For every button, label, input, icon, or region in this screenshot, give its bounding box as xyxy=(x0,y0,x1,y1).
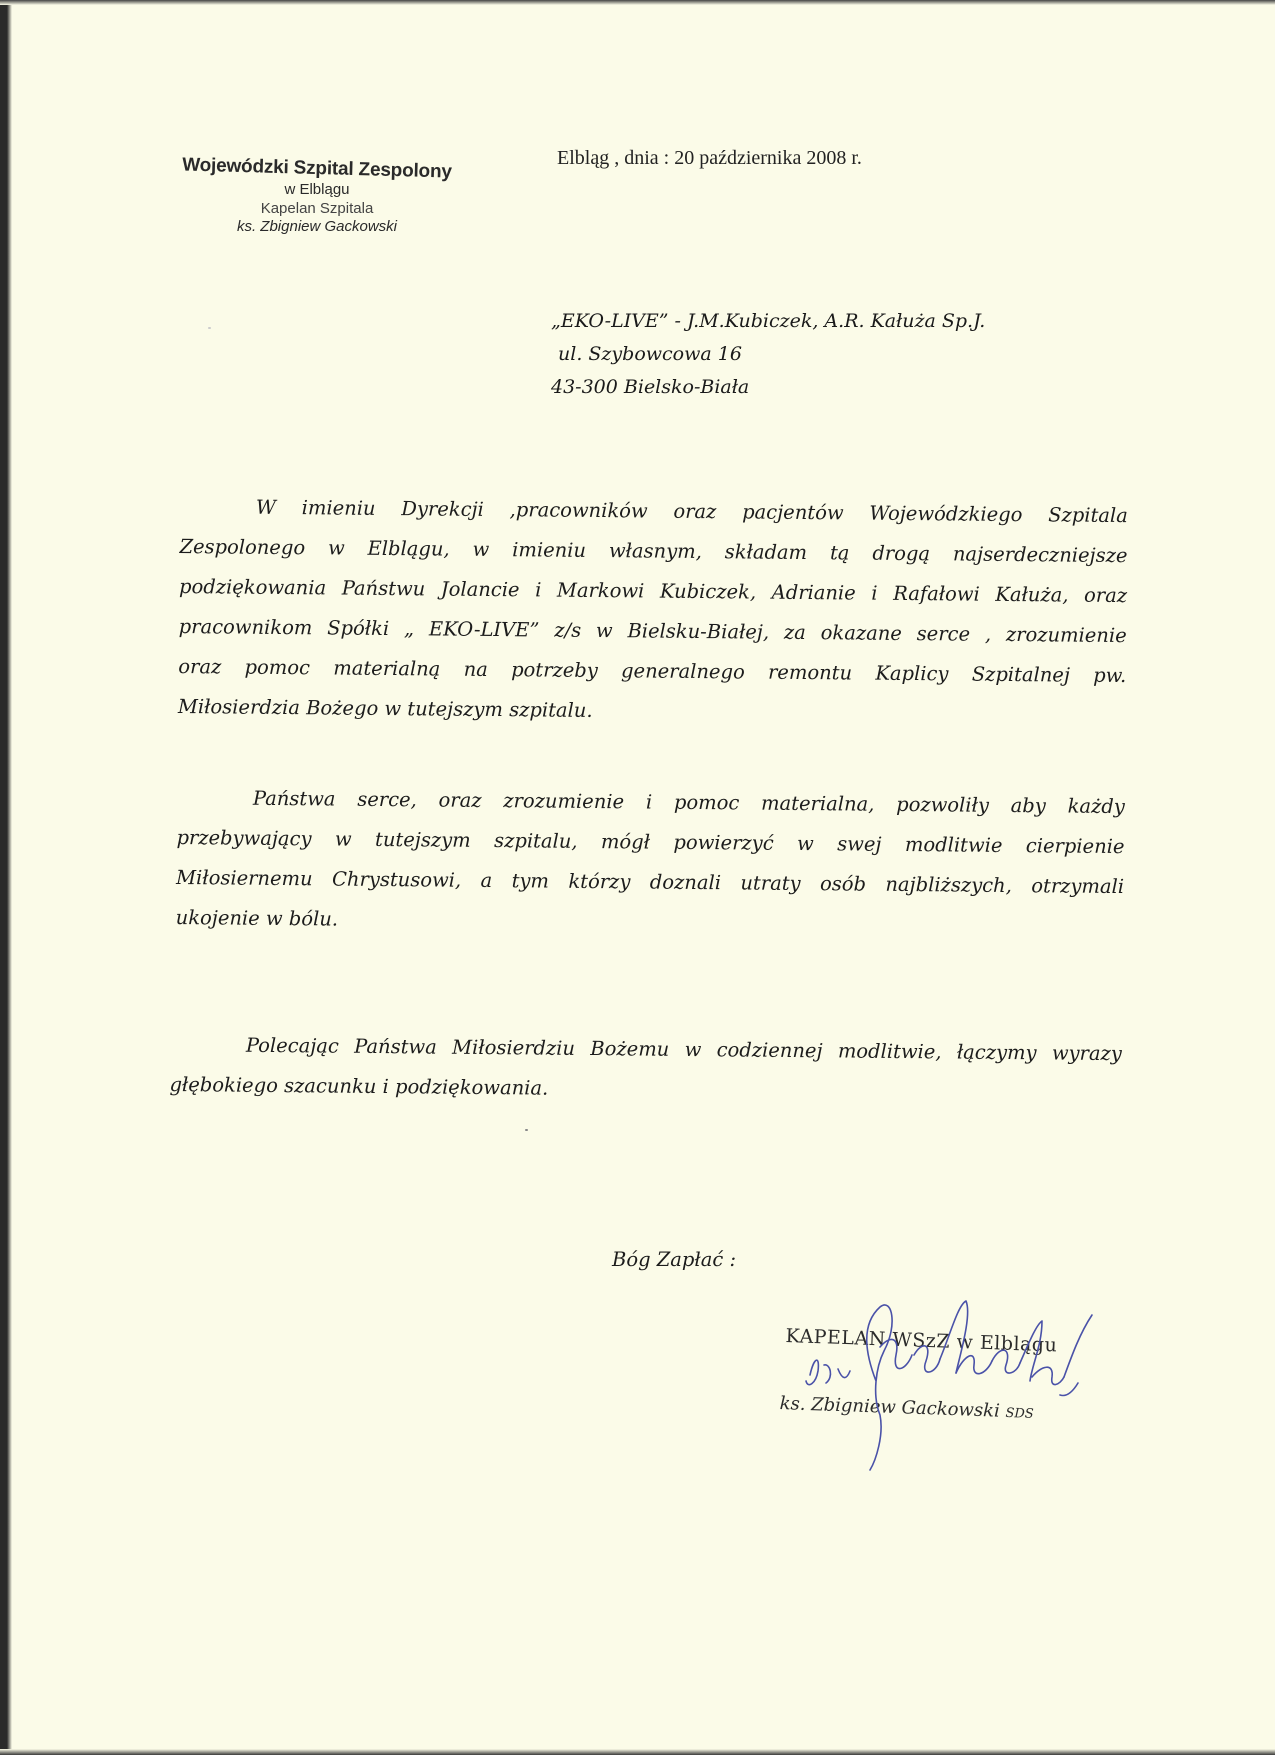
paragraph-line: Miłosiernemu Chrystusowi, a tym którzy doznali utraty osób najbliższych, otrzymali xyxy=(176,865,1125,899)
paragraph-line: oraz pomoc materialną na potrzeby generalnego remontu Kaplicy Szpitalnej pw. xyxy=(178,654,1127,688)
paragraph-line: przebywający w tutejszym szpitalu, mógł powierzyć w swej modlitwie cierpienie xyxy=(176,825,1125,859)
body-paragraph-2 xyxy=(175,786,1124,955)
scan-speck xyxy=(208,327,211,329)
letter-date: Elbląg , dnia : 20 października 2008 r. xyxy=(557,147,862,169)
paragraph-line: Państwa serce, oraz zrozumienie i pomoc materialna, pozwoliły aby każdy xyxy=(252,786,1125,819)
recipient-company: „EKO-LIVE” - J.M.Kubiczek, A.R. Kałuża Sp.J. xyxy=(551,310,986,332)
letterhead-city: w Elblągu xyxy=(284,181,350,198)
paragraph-line: ukojenie w bólu. xyxy=(175,905,339,931)
recipient-address xyxy=(551,305,985,404)
paragraph-line: głębokiego szacunku i podziękowania. xyxy=(169,1072,549,1100)
recipient-city: 43-300 Bielsko-Biała xyxy=(551,376,750,398)
signature-stamp-name: ks. Zbigniew Gackowski xyxy=(779,1393,1001,1422)
body-paragraph-1 xyxy=(178,495,1128,744)
recipient-street: ul. Szybowcowa 16 xyxy=(558,343,742,365)
signature-stamp-title: KAPELAN WSzZ w Elblągu xyxy=(785,1325,1058,1357)
paragraph-line: Miłosierdzia Bożego w tutejszym szpitalu. xyxy=(177,694,593,722)
paragraph-line: W imieniu Dyrekcji ,pracowników oraz pacjentów Wojewódzkiego Szpitala xyxy=(255,495,1128,528)
letterhead-person: ks. Zbigniew Gackowski xyxy=(236,218,398,235)
scan-edge-top xyxy=(0,0,1275,5)
letterhead-role: Kapelan Szpitala xyxy=(260,200,374,217)
closing-phrase: Bóg Zapłać : xyxy=(612,1248,737,1271)
paragraph-line: pracownikom Spółki „ EKO-LIVE” z/s w Bielsku-Białej, za okazane serce , zrozumienie xyxy=(178,614,1127,648)
letterhead-stamp xyxy=(172,154,462,235)
scan-edge-bottom xyxy=(0,1749,1275,1755)
body-paragraph-3 xyxy=(169,1033,1122,1122)
paragraph-line: Polecając Państwa Miłosierdziu Bożemu w codziennej modlitwie, łączymy wyrazy xyxy=(245,1033,1122,1066)
scan-edge-left xyxy=(0,0,12,1755)
scan-speck xyxy=(525,1129,528,1131)
handwritten-signature xyxy=(780,1285,1100,1475)
letterhead-hospital-name: Wojewódzki Szpital Zespolony xyxy=(181,154,453,183)
paragraph-line: Zespolonego w Elblągu, w imieniu własnym, składam tą drogą najserdeczniejsze xyxy=(179,534,1128,568)
signature-stamp-suffix: SDS xyxy=(1005,1405,1034,1422)
paragraph-line: podziękowania Państwu Jolancie i Markowi Kubiczek, Adrianie i Rafałowi Kałuża, oraz xyxy=(179,574,1128,608)
